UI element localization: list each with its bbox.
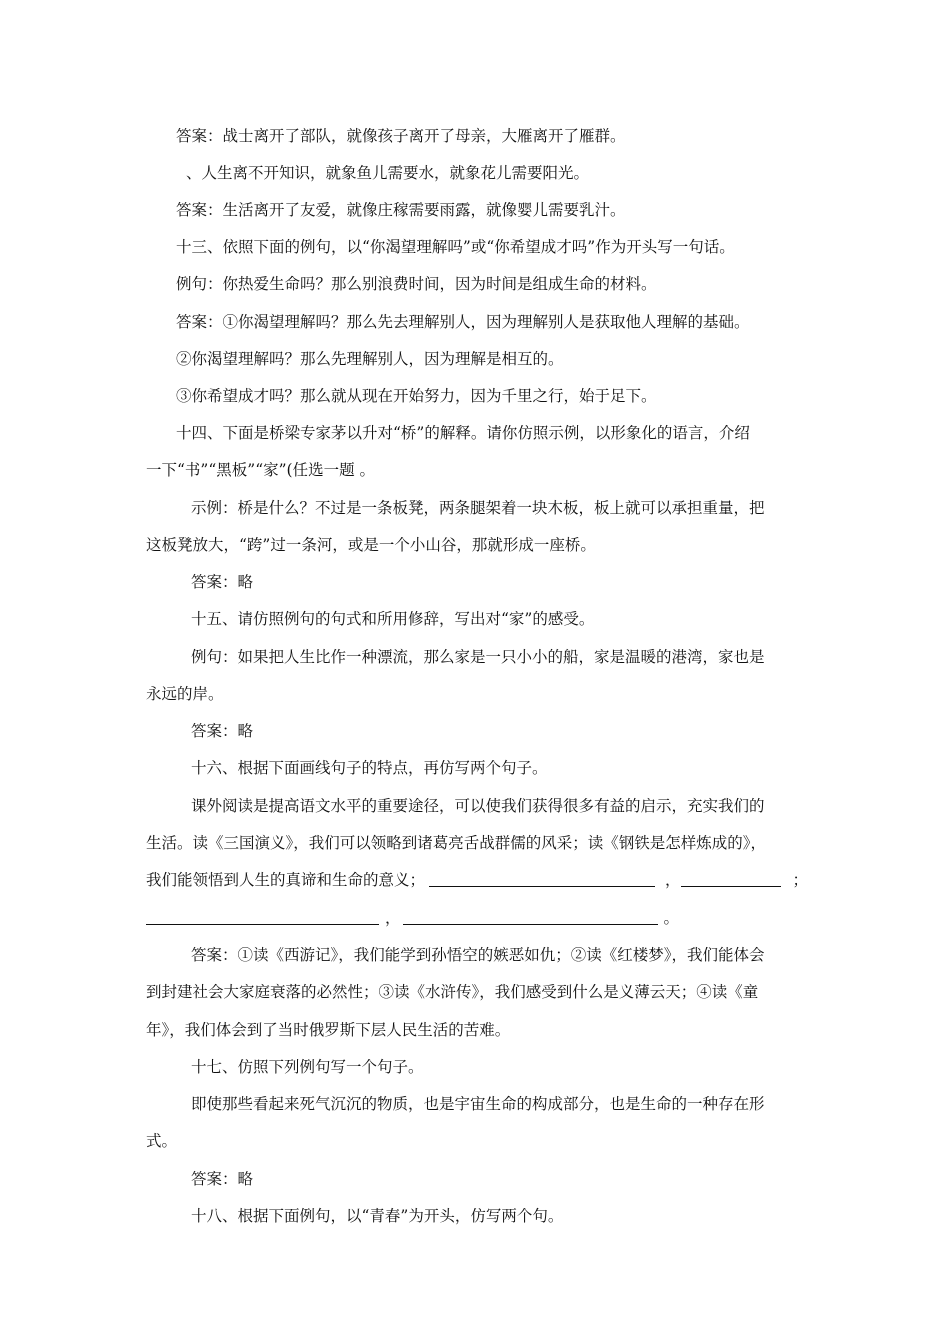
- example-sentence: 即使那些看起来死气沉沉的物质，也是宇宙生命的构成部分，也是生命的一种存在形: [191, 1095, 765, 1113]
- question-13-heading: 十三、依照下面的例句，以“你渴望理解吗”或“你希望成才吗”作为开头写一句话。: [176, 238, 735, 256]
- semicolon-mark: ；: [792, 871, 809, 889]
- passage-line: 课外阅读是提高语文水平的重要途径，可以使我们获得很多有益的启示，充实我们的: [191, 797, 765, 815]
- answer-line: 答案：①读《西游记》，我们能学到孙悟空的嫉恶如仇；②读《红楼梦》，我们能体会: [191, 946, 765, 964]
- question-17-heading: 十七、仿照下列例句写一个句子。: [191, 1058, 424, 1076]
- question-18-heading: 十八、根据下面例句，以“青春”为开头，仿写两个句。: [191, 1207, 564, 1225]
- example-continuation: 永远的岸。: [146, 685, 224, 703]
- example-continuation: 这板凳放大，“跨”过一条河，或是一个小山谷，那就形成一座桥。: [146, 536, 596, 554]
- question-14-continuation: 一下“书”“黑板”“家”(任选一题 。: [146, 461, 376, 479]
- answer-line: 答案：生活离开了友爱，就像庄稼需要雨露，就像婴儿需要乳汁。: [176, 201, 626, 219]
- period-mark: 。: [663, 909, 680, 927]
- answer-line: ②你渴望理解吗？那么先理解别人，因为理解是相互的。: [176, 350, 564, 368]
- answer-line: 答案：略: [191, 573, 254, 591]
- answer-blank[interactable]: [146, 909, 379, 925]
- passage-text: 我们能领悟到人生的真谛和生命的意义；: [146, 871, 426, 889]
- answer-blank[interactable]: [681, 871, 781, 887]
- example-sentence: 例句：如果把人生比作一种漂流，那么家是一只小小的船，家是温暖的港湾，家也是: [191, 648, 765, 666]
- comma-mark: ，: [665, 871, 681, 889]
- example-sentence: 示例：桥是什么？不过是一条板凳，两条腿架着一块木板，板上就可以承担重量，把: [191, 499, 765, 517]
- fill-in-line: [146, 870, 808, 890]
- fill-in-line: [146, 908, 679, 928]
- answer-line: ③你希望成才吗？那么就从现在开始努力，因为千里之行，始于足下。: [176, 387, 657, 405]
- comma-mark: ，: [385, 909, 401, 927]
- example-continuation: 式。: [146, 1132, 178, 1150]
- question-15-heading: 十五、请仿照例句的句式和所用修辞，写出对“家”的感受。: [191, 610, 595, 628]
- answer-continuation: 到封建社会大家庭衰落的必然性；③读《水浒传》，我们感受到什么是义薄云天；④读《童: [146, 983, 759, 1001]
- answer-blank[interactable]: [403, 909, 658, 925]
- example-sentence: 例句：你热爱生命吗？那么别浪费时间，因为时间是组成生命的材料。: [176, 275, 657, 293]
- answer-continuation: 年》，我们体会到了当时俄罗斯下层人民生活的苦难。: [146, 1021, 511, 1039]
- passage-line: 生活。读《三国演义》，我们可以领略到诸葛亮舌战群儒的风采；读《钢铁是怎样炼成的》，: [146, 834, 767, 852]
- answer-blank[interactable]: [429, 871, 655, 887]
- answer-line: 答案：战士离开了部队，就像孩子离开了母亲，大雁离开了雁群。: [176, 127, 626, 145]
- question-16-heading: 十六、根据下面画线句子的特点，再仿写两个句子。: [191, 759, 548, 777]
- answer-line: 答案：①你渴望理解吗？那么先去理解别人，因为理解别人是获取他人理解的基础。: [176, 313, 750, 331]
- question-14-heading: 十四、下面是桥梁专家茅以升对“桥”的解释。请你仿照示例，以形象化的语言，介绍: [176, 424, 750, 442]
- question-line: 、人生离不开知识，就象鱼儿需要水，就象花儿需要阳光。: [186, 164, 590, 182]
- answer-line: 答案：略: [191, 1170, 254, 1188]
- answer-line: 答案：略: [191, 722, 254, 740]
